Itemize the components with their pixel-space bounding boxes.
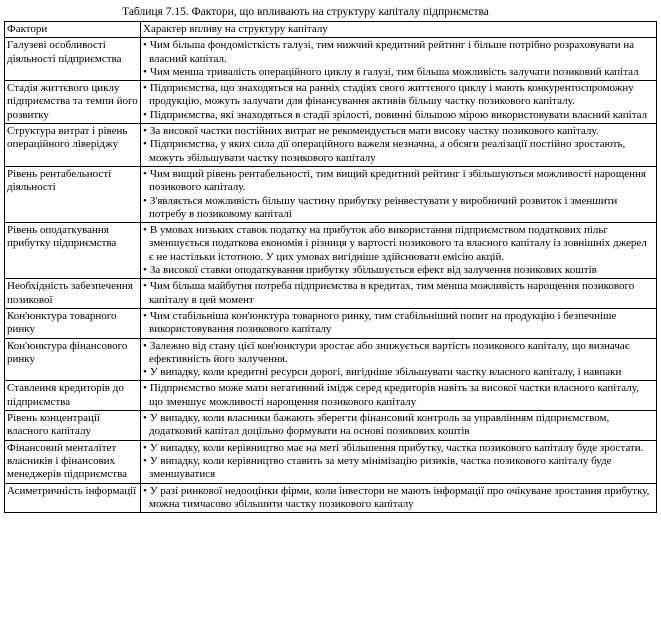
impact-cell (141, 381, 657, 411)
table-caption: Таблиця 7.15. Фактори, що впливають на структуру капіталу підприємства (122, 6, 489, 18)
impact-cell (141, 81, 657, 124)
factor-cell: Кон'юнктура товарного ринку (5, 308, 141, 338)
impact-point: • У разі ринкової недооцінки фірми, коли інвестори не мають інформації про очікуване зростання прибутку, можна тимчасово збільшити частку позикового капіталу (143, 485, 654, 512)
impact-cell (141, 440, 657, 483)
impact-point: • Підприємство може мати негативний імідж серед кредиторів навіть за високої частки власного капіталу, що зменшує можливості нарощення позикового капіталу (143, 382, 654, 409)
table-header-row (5, 22, 657, 38)
impact-cell (141, 279, 657, 309)
table-row (5, 124, 657, 167)
impact-point: • У випадку, коли кредитні ресурси дорогі, вигідніше збільшувати частку власного капіталу, і навпаки (143, 366, 654, 379)
impact-point: • У випадку, коли керівництво ставить за мету мінімізацію ризиків, частка позикового капіталу буде зменшуватися (143, 455, 654, 482)
impact-cell (141, 166, 657, 222)
impact-point: • Чим більша фондомісткість галузі, тим нижчий кредитний рейтинг і більше потрібно розраховувати на власний капітал. (143, 39, 654, 66)
factor-cell: Рівень оподаткування прибутку підприємства (5, 223, 141, 279)
table-row (5, 38, 657, 81)
impact-cell (141, 338, 657, 381)
impact-cell (141, 411, 657, 441)
factor-cell: Рівень рентабельності діяльності (5, 166, 141, 222)
header-impact: Характер впливу на структуру капіталу (141, 22, 657, 38)
table-row (5, 166, 657, 222)
factor-cell: Стадія життєвого циклу підприємства та темпи його розвитку (5, 81, 141, 124)
factor-cell: Фінансовий менталітет власників і фінансових менеджерів підприємства (5, 440, 141, 483)
impact-point: • В умовах низьких ставок податку на прибуток або використання підприємством податкових пільг зменшується податкова економія і різниця у вартості позикового та власного капіталу із зовнішніх джерел є не настільки істотною. У цих умовах вигідніше здійснювати емісію акцій. (143, 224, 654, 264)
impact-point: • За високої ставки оподаткування прибутку збільшується ефект від залучення позикових коштів (143, 264, 654, 277)
impact-cell (141, 223, 657, 279)
table-row (5, 81, 657, 124)
factor-cell: Кон'юнктура фінансового ринку (5, 338, 141, 381)
impact-point: • Чим вищий рівень рентабельності, тим вищий кредитний рейтинг і збільшуються можливості нарощення позикового капіталу. (143, 168, 654, 195)
factors-table (4, 21, 657, 513)
factor-cell: Ставлення кредиторів до підприємства (5, 381, 141, 411)
impact-point: • З'являється можливість більшу частину прибутку реінвестувати у виробничий розвиток і зменшити потребу в позиковому капіталі (143, 195, 654, 222)
table-body (5, 38, 657, 513)
table-row (5, 223, 657, 279)
impact-cell (141, 38, 657, 81)
table-row (5, 483, 657, 513)
header-factors: Фактори (5, 22, 141, 38)
table-row (5, 440, 657, 483)
impact-cell (141, 308, 657, 338)
impact-cell (141, 124, 657, 167)
impact-point: • Чим стабільніша кон'юнктура товарного ринку, тим стабільніший попит на продукцію і безпечніше використовування позикового капіталу (143, 310, 654, 337)
impact-point: • Підприємства, які знаходяться в стадії зрілості, повинні більшою мірою використовувати власний капітал (143, 109, 654, 122)
impact-point: • Підприємства, у яких сила дії операційного важеля незначна, а обсяги реалізації постійно зростають, можуть збільшувати частку позикового капіталу (143, 138, 654, 165)
impact-cell (141, 483, 657, 513)
table-row (5, 411, 657, 441)
factor-cell: Асиметричність інформації (5, 483, 141, 513)
impact-point: • У випадку, коли власники бажають зберегти фінансовий контроль за управлінням підприємством, додатковий капітал доцільно формувати на основі позикових коштів (143, 412, 654, 439)
impact-point: • Чим більша майбутня потреба підприємства в кредитах, тим менша можливість нарощення позикового капіталу в цей момент (143, 280, 654, 307)
impact-point: • У випадку, коли керівництво має на меті збільшення прибутку, частка позикового капіталу буде зростати. (143, 442, 654, 455)
impact-point: • За високої частки постійних витрат не рекомендується мати високу частку позикового капіталу. (143, 125, 654, 138)
factor-cell: Структура витрат і рівень операційного ліверіджу (5, 124, 141, 167)
table-row (5, 279, 657, 309)
table-row (5, 338, 657, 381)
impact-point: • Підприємства, що знаходяться на ранніх стадіях свого життєвого циклу і мають конкурентоспроможну продукцію, можуть залучати для фінансування активів більшу частку позикового капіталу. (143, 82, 654, 109)
impact-point: • Залежно від стану цієї кон'юнктури зростає або знижується вартість позикового капіталу, що визначає ефективність його залучення. (143, 340, 654, 367)
table-row (5, 381, 657, 411)
factor-cell: Галузеві особливості діяльності підприємства (5, 38, 141, 81)
impact-point: • Чим менша тривалість операційного циклу в галузі, тим більша можливість залучати позиковий капітал (143, 66, 654, 79)
factor-cell: Необхідність забезпечення позикової (5, 279, 141, 309)
table-row (5, 308, 657, 338)
factor-cell: Рівень концентрації власного капіталу (5, 411, 141, 441)
